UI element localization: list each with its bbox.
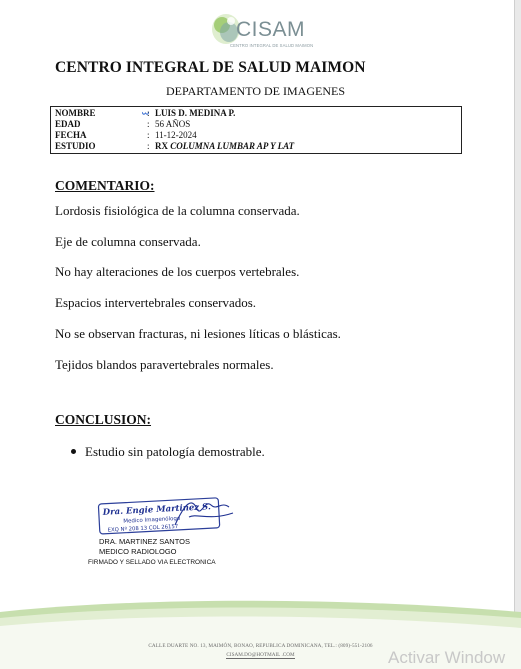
comment-line: No se observan fracturas, ni lesiones líticas o blásticas. xyxy=(55,326,341,341)
study-value xyxy=(155,141,294,152)
doctor-name: DRA. MARTINEZ SANTOS xyxy=(99,537,190,546)
activation-watermark: Activar Window xyxy=(388,648,506,667)
stamp-name: Dra. Engie Martinez S. xyxy=(102,502,212,518)
logo-name: CISAM xyxy=(236,18,306,41)
patient-name-value: LUIS D. MEDINA P. xyxy=(155,108,236,118)
signature-note: FIRMADO Y SELLADO VIA ELECTRONICA xyxy=(88,559,216,566)
info-label: NOMBRE xyxy=(55,108,96,118)
stamp-role: Medico Imagenólogo xyxy=(123,515,181,525)
patient-age-value: 56 AÑOS xyxy=(155,119,191,129)
bullet-icon xyxy=(71,449,76,454)
info-label: FECHA xyxy=(55,130,87,140)
comment-line: Lordosis fisiológica de la columna conservada. xyxy=(55,203,300,218)
patient-info-box xyxy=(50,106,462,154)
study-date-value: 11-12-2024 xyxy=(155,130,197,140)
comment-line: Eje de columna conservada. xyxy=(55,234,201,249)
study-prefix: RX xyxy=(155,141,168,151)
cisam-logo xyxy=(206,10,318,52)
window-edge xyxy=(514,0,521,669)
conclusion-heading: CONCLUSION: xyxy=(55,412,152,427)
signature-stamp xyxy=(97,495,237,535)
comment-line: No hay alteraciones de los cuerpos vertebrales. xyxy=(55,264,300,279)
department-name: DEPARTAMENTO DE IMAGENES xyxy=(166,84,345,98)
info-separator: : xyxy=(147,130,150,140)
info-label: EDAD xyxy=(55,119,81,129)
doctor-title: MEDICO RADIOLOGO xyxy=(99,547,177,556)
footer-address: CALLE DUARTE NO. 13, MAIMÓN, BONAO, REPUBLICA DOMINICANA, TEL.: (809)-551-2106 xyxy=(148,643,373,649)
comment-heading: COMENTARIO: xyxy=(55,178,155,193)
footer-email-link[interactable]: CISAM.DO@HOTMAIL .COM xyxy=(226,652,295,658)
comment-line: Tejidos blandos paravertebrales normales. xyxy=(55,357,274,372)
info-label: ESTUDIO xyxy=(55,141,96,151)
logo-subtitle: CENTRO INTEGRAL DE SALUD MAIMON xyxy=(230,43,314,48)
info-separator: : xyxy=(147,108,150,118)
stamp-registration: EXQ Nº 208 13 COL 26157 xyxy=(107,523,179,534)
study-name: COLUMNA LUMBAR AP Y LAT xyxy=(170,141,295,151)
conclusion-item: Estudio sin patología demostrable. xyxy=(85,444,265,459)
info-separator: : xyxy=(147,119,150,129)
info-separator: : xyxy=(147,141,150,151)
center-title: CENTRO INTEGRAL DE SALUD MAIMON xyxy=(55,59,366,76)
comment-line: Espacios intervertebrales conservados. xyxy=(55,295,257,310)
